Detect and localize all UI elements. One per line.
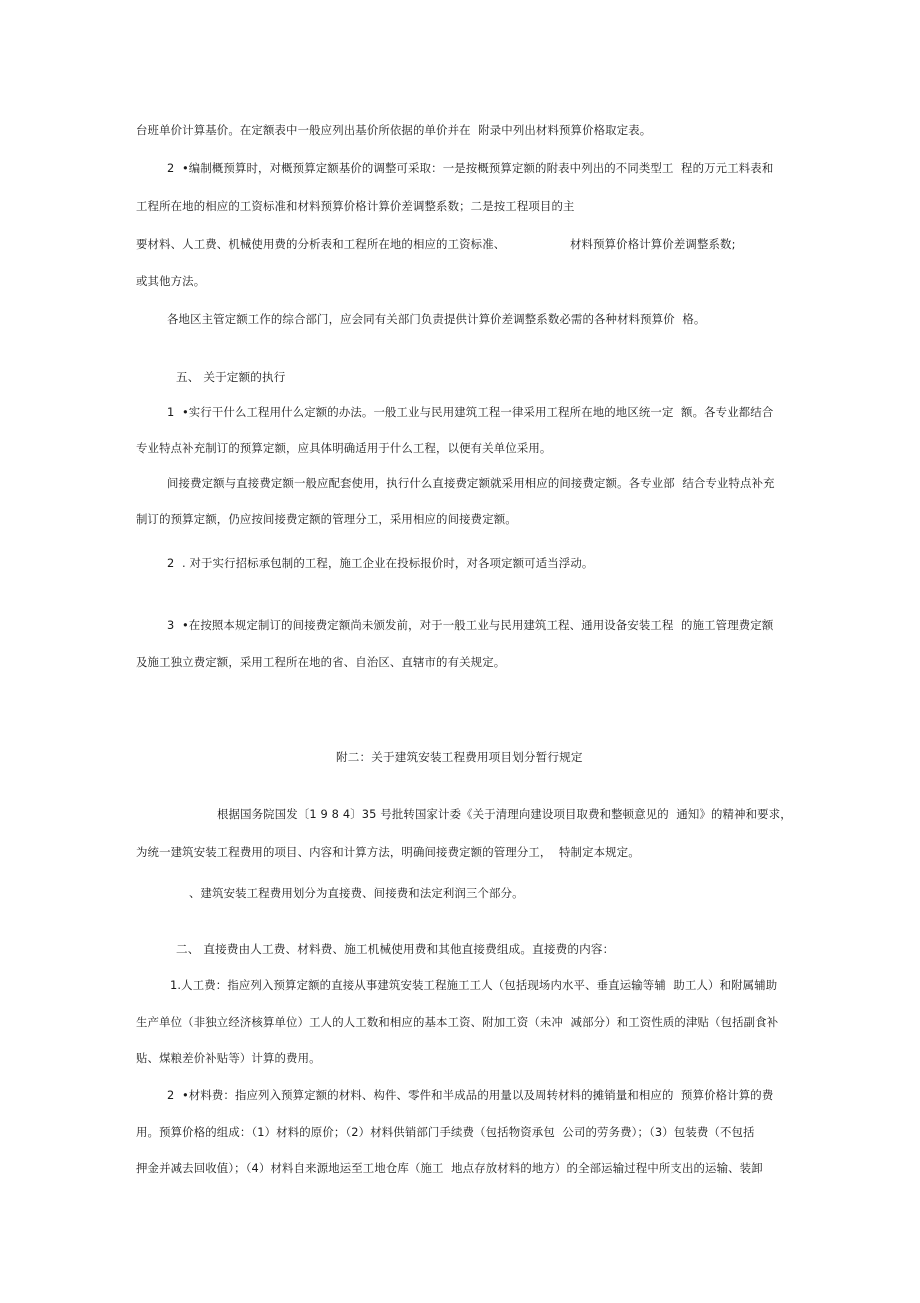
text-line: 为统一建筑安装工程费用的项目、内容和计算方法，明确间接费定额的管理分工， 特制定本规定。 [136, 845, 640, 859]
text-line: 工程所在地的相应的工资标准和材料预算价格计算价差调整系数；二是按工程项目的主 [136, 199, 575, 213]
text-line: 贴、煤粮差价补贴等）计算的费用。 [136, 1051, 321, 1065]
text-line: 押金并减去回收值）；（4）材料自来源地运至工地仓库（施工 地点存放材料的地方）的全部运输过程中所支出的运输、装卸 [136, 1161, 763, 1175]
text-line: 间接费定额与直接费定额一般应配套使用，执行什么直接费定额就采用相应的间接费定额。各专业部 结合专业特点补充 [167, 476, 775, 490]
text-line: 1.人工费：指应列入预算定额的直接从事建筑安装工程施工工人（包括现场内水平、垂直运输等辅 助工人）和附属辅助 [170, 978, 778, 992]
section-heading: 二、 直接费由人工费、材料费、施工机械使用费和其他直接费组成。直接费的内容： [176, 942, 615, 956]
text-line: 制订的预算定额，仍应按间接费定额的管理分工，采用相应的间接费定额。 [136, 512, 517, 526]
section-heading: 五、 关于定额的执行 [176, 370, 286, 384]
text-line: 2 •材料费：指应列入预算定额的材料、构件、零件和半成品的用量以及周转材料的摊销量和相应的 预算价格计算的费 [167, 1088, 774, 1102]
text-line: 专业特点补充制订的预算定额，应具体明确适用于什么工程，以便有关单位采用。 [136, 441, 552, 455]
appendix-title: 附二：关于建筑安装工程费用项目划分暂行规定 [336, 750, 583, 764]
text-line: 及施工独立费定额，采用工程所在地的省、自治区、直辖市的有关规定。 [136, 655, 506, 669]
text-line: 生产单位（非独立经济核算单位）工人的人工数和相应的基本工资、附加工资（未冲 减部分）和工资性质的津贴（包括副食补 [136, 1015, 779, 1029]
text-line: 、建筑安装工程费用划分为直接费、间接费和法定利润三个部分。 [189, 886, 524, 900]
text-line: 要材料、人工费、机械使用费的分析表和工程所在地的相应的工资标准、 [136, 237, 506, 251]
text-line: 1 •实行干什么工程用什么定额的办法。一般工业与民用建筑工程一律采用工程所在地的地区统一定 额。各专业都结合 [167, 405, 774, 419]
text-line: 2 •编制概预算时，对概预算定额基价的调整可采取：一是按概预算定额的附表中列出的不同类型工 程的万元工料表和 [167, 161, 774, 175]
text-line: 根据国务院国发〔1 9 8 4〕35 号批转国家计委《关于清理向建设项目取费和整顿意见的 通知》的精神和要求， [217, 807, 792, 821]
text-line: 台班单价计算基价。在定额表中一般应列出基价所依据的单价并在 附录中列出材料预算价格取定表。 [136, 123, 652, 137]
text-line: 材料预算价格计算价差调整系数; [570, 237, 736, 251]
text-line: 各地区主管定额工作的综合部门，应会同有关部门负责提供计算价差调整系数必需的各种材料预算价 格。 [167, 312, 706, 326]
text-line: 3 •在按照本规定制订的间接费定额尚未颁发前，对于一般工业与民用建筑工程、通用设备安装工程 的施工管理费定额 [167, 618, 774, 632]
text-line: 用。预算价格的组成：（1）材料的原价；（2）材料供销部门手续费（包括物资承包 公司的劳务费）；（3）包装费（不包括 [136, 1125, 755, 1139]
text-line: 或其他方法。 [136, 274, 206, 288]
text-line: 2 . 对于实行招标承包制的工程，施工企业在投标报价时，对各项定额可适当浮动。 [167, 556, 594, 570]
